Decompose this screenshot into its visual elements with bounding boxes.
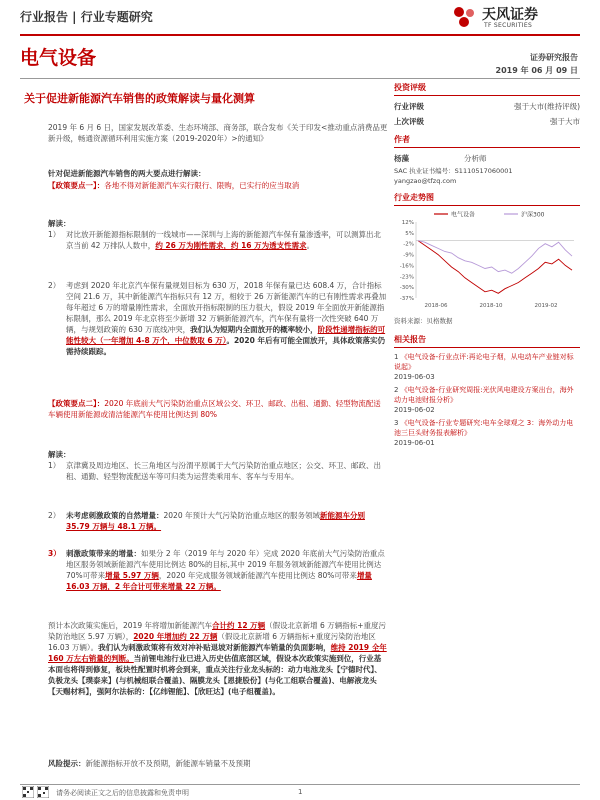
footer-divider (20, 784, 580, 785)
author-email[interactable]: yangzao@tfzq.com (394, 176, 457, 185)
sector-name: 电气设备 (20, 47, 97, 69)
legend-label: 电气设备 (451, 211, 476, 219)
related-report-item[interactable] (394, 385, 580, 415)
prev-rating-value: 强于大市 (550, 116, 580, 126)
y-tick-label: -9% (403, 252, 414, 259)
y-tick-label: -23% (399, 274, 414, 281)
related-report-date: 2019-06-03 (394, 372, 435, 381)
summary-h: 当前锂电池行业已进入历史估值底部区域，假设本次政策实施到位，行业基本面也将得到修复，板块性配置时机将会到来，重点关注行业龙头标的：动力电池龙头【宁德时代】、负极龙头【璞泰来】(与机械组联合覆盖)、隔膜龙头【恩捷股份】(与化工组联合覆盖)、电解液龙头【天赐材料】，强阿尔法标的：【亿纬锂能】、【欣旺达】(电子组覆盖)。 (48, 654, 382, 696)
y-tick-label: -16% (399, 263, 414, 270)
point2-label: 【政策要点二】： (48, 399, 105, 408)
item1-2-end: 。2020 年后有可能全面放开，具体政策落实仍需持续跟踪。 (66, 336, 385, 356)
author-row (394, 153, 580, 164)
related-report-item[interactable] (394, 352, 580, 382)
logo-text-en: TF SECURITIES (484, 22, 533, 29)
related-report-number: 3 (394, 418, 401, 427)
x-tick-label: 2018-06 (424, 303, 448, 309)
title-divider (20, 78, 580, 79)
summary-paragraph (48, 620, 388, 697)
item1-1-text: 对比放开新能源指标限制的一线城市——深圳与上海的新能源汽车保有量渗透率，可以测算出北京当前 42 万排队人数中， (66, 230, 381, 250)
related-report-number: 2 (394, 385, 401, 394)
item2-3-text: 如果分 2 年（2019 年与 2020 年）完成 2020 年底前大气污染防治重点地区服务领域新能源汽车使用比例达 80%的目标,其中 2019 年服务领域新能源汽车使用比例达 70%可带来 (66, 549, 385, 580)
qr-code-icon (22, 786, 34, 798)
section-heading-text: 针对促进新能源汽车销售的两大要点进行解读： (48, 169, 206, 178)
x-tick-label: 2018-10 (479, 303, 503, 309)
series-line (418, 241, 572, 294)
item2-2-text: 2020 年预计大气污染防治重点地区的服务领域 (163, 511, 320, 520)
tf-securities-logo (452, 2, 572, 32)
footer-disclaimer: 请务必阅读正文之后的信息披露和免责申明 (56, 789, 189, 797)
item-2-2 (48, 510, 388, 532)
item1-1-end: 。 (306, 241, 315, 250)
industry-rating-key: 行业评级 (394, 101, 424, 111)
related-section (394, 334, 580, 451)
item2-1-text: 京津冀及周边地区、长三角地区与汾渭平原属于大气污染防治重点地区；公交、环卫、邮政、出租、通勤、轻型物流配送车等可归类为运营类乘用车、客车与专用车。 (66, 461, 381, 481)
document-title: 关于促进新能源汽车销售的政策解读与量化测算 (24, 92, 255, 105)
report-category: 行业报告 | 行业专题研究 (20, 10, 153, 24)
y-tick-label: -37% (399, 296, 414, 302)
y-tick-label: 12% (401, 220, 414, 226)
item-number: 2） (48, 281, 61, 290)
item1-2-text: 考虑到 2020 年北京汽车保有量规划目标为 630 万，2018 年保有量已达 608.4 万，合计指标空间 21.6 万，其中新能源汽车指标只有 12 万，相较于 26 万新能源汽车的已有刚性需求再叠加每年超过 6 万的增量刚性需求，全面放开指标限制的压力很大，假设 2019 年全面放开新能源指标限制，那么 2019 年北京将至少新增 32 万辆新能源汽车，汽车保有量将一次性突破 640 万辆，与规划政策的 630 万底线冲突， (66, 281, 387, 334)
author-section (394, 134, 580, 185)
summary-e: （假设北京新增 6 万辆指标+重度污染防治地区 16.03 万辆）。 (48, 632, 376, 652)
industry-rating-row (394, 101, 580, 112)
related-report-date: 2019-06-01 (394, 438, 435, 447)
item2-2-highlight: 新能源车分别 35.79 万辆与 48.1 万辆。 (66, 511, 365, 531)
report-date: 2019 年 06 月 09 日 (495, 66, 578, 75)
item-number: 3） (48, 549, 61, 558)
related-report-date: 2019-06-02 (394, 405, 435, 414)
author-sac: SAC 执业证书编号：S1110517060001 (394, 166, 513, 175)
jiedu-label-2 (48, 449, 388, 460)
trend-section (394, 192, 580, 206)
point2-text: 2020 年底前大气污染防治重点区域公交、环卫、邮政、出租、通勤、轻型物流配送车辆使用新能源或清洁能源汽车使用比例达到 80% (48, 399, 381, 419)
point1-label: 【政策要点一】： (48, 181, 105, 190)
item-number: 2） (48, 511, 61, 520)
trend-divider (394, 205, 580, 206)
rating-title: 投资评级 (394, 83, 426, 92)
page-number: 1 (298, 788, 303, 796)
summary-g: 维持 2019 全年 160 万左右销量的判断。 (48, 643, 387, 663)
qr-code-icon-2 (37, 786, 49, 798)
item2-3-bold: 刺激政策带来的增量： (66, 549, 141, 558)
summary-c: （假设北京新增 6 万辆指标+重度污染防治地区 5.97 万辆）， (48, 621, 386, 641)
summary-a: 预计本次政策实施后，2019 年将增加新能源汽车 (48, 621, 212, 630)
report-type: 证券研究报告 (530, 53, 578, 62)
rating-divider (394, 95, 580, 96)
related-title: 相关报告 (394, 335, 426, 344)
section-heading (48, 168, 388, 179)
item-2-3 (48, 548, 388, 592)
related-report-title[interactable]: 《电气设备-行业专题研究:电车全球观之 3：海外动力电池三巨头财务报表解析》 (394, 418, 574, 437)
item-1-1 (48, 229, 388, 251)
trend-title: 行业走势图 (394, 193, 434, 202)
header-divider (20, 34, 580, 36)
summary-f: 我们认为刺激政策将有效对冲补贴退坡对新能源汽车销量的负面影响， (98, 643, 331, 652)
legend-label: 沪深300 (521, 211, 545, 219)
summary-b: 合计约 12 万辆 (211, 621, 266, 630)
risk-label: 风险提示： (48, 759, 86, 768)
rating-section (394, 82, 580, 127)
y-tick-label: -30% (399, 285, 414, 292)
prev-rating-row (394, 116, 580, 127)
x-tick-label: 2019-02 (534, 303, 558, 309)
related-report-title[interactable]: 《电气设备-行业点评:再论电子烟，从电动车产业链对标说起》 (394, 352, 574, 371)
item-1-2 (48, 280, 388, 357)
author-role: 分析师 (464, 153, 487, 163)
item1-2-highlight: 阶段性递增指标的可能性较大（一年增加 4-8 万个，中位数取 6 万） (66, 325, 386, 345)
jiedu-1: 解读： (48, 219, 71, 228)
item2-3-text-2: ，2020 年完成服务领域新能源汽车使用比例达 80%可带来 (158, 571, 357, 580)
item2-2-bold: 未考虑刺激政策的自然增量： (66, 511, 164, 520)
summary-d: 2020 年增加约 22 万辆 (133, 632, 218, 641)
item2-3-highlight-2: 增量 16.03 万辆，2 年合计可带来增量 22 万辆。 (66, 571, 372, 591)
item2-3-highlight-1: 增量 5.97 万辆 (105, 571, 159, 580)
related-report-item[interactable] (394, 418, 580, 448)
author-title: 作者 (394, 135, 410, 144)
chart-source: 资料来源：贝格数据 (394, 317, 453, 325)
author-divider (394, 147, 580, 148)
risk-text: 新能源指标开放不及预期，新能源车销量不及预期 (85, 759, 251, 768)
author-name: 杨藻 (394, 153, 409, 163)
risk-warning (48, 758, 388, 769)
policy-point-1 (48, 180, 388, 191)
related-divider (394, 347, 580, 348)
intro-paragraph: 2019 年 6 月 6 日，国家发展改革委、生态环境部、商务部，联合发布《关于印发<推动重点消费品更新升级，畅通资源循环利用实施方案（2019-2020年）>的通知》 (48, 123, 388, 143)
related-report-title[interactable]: 《电气设备-行业研究周报:光伏风电建设方案出台，海外动力电池财报分析》 (394, 385, 574, 404)
policy-point-2 (48, 398, 388, 420)
point1-text: 各地不得对新能源汽车实行限行、限购，已实行的应当取消 (104, 181, 300, 190)
y-tick-label: 5% (405, 230, 414, 237)
prev-rating-key: 上次评级 (394, 116, 424, 126)
jiedu-2: 解读： (48, 450, 71, 459)
item1-2-bold: 我们认为短期内全面放开的概率较小， (190, 325, 318, 334)
jiedu-label-1 (48, 218, 388, 229)
related-list (394, 352, 580, 448)
logo-text-cn: 天风证券 (482, 7, 538, 23)
item1-1-highlight: 约 26 万为刚性需求，约 16 万为透支性需求 (155, 241, 307, 250)
logo-mark-icon (452, 5, 478, 29)
item-2-1 (48, 460, 388, 482)
industry-rating-value: 强于大市(维持评级) (514, 101, 580, 111)
related-report-number: 1 (394, 352, 401, 361)
item-number: 1） (48, 230, 61, 239)
industry-trend-chart (394, 208, 580, 313)
item-number: 1） (48, 461, 61, 470)
y-tick-label: -2% (403, 241, 414, 248)
